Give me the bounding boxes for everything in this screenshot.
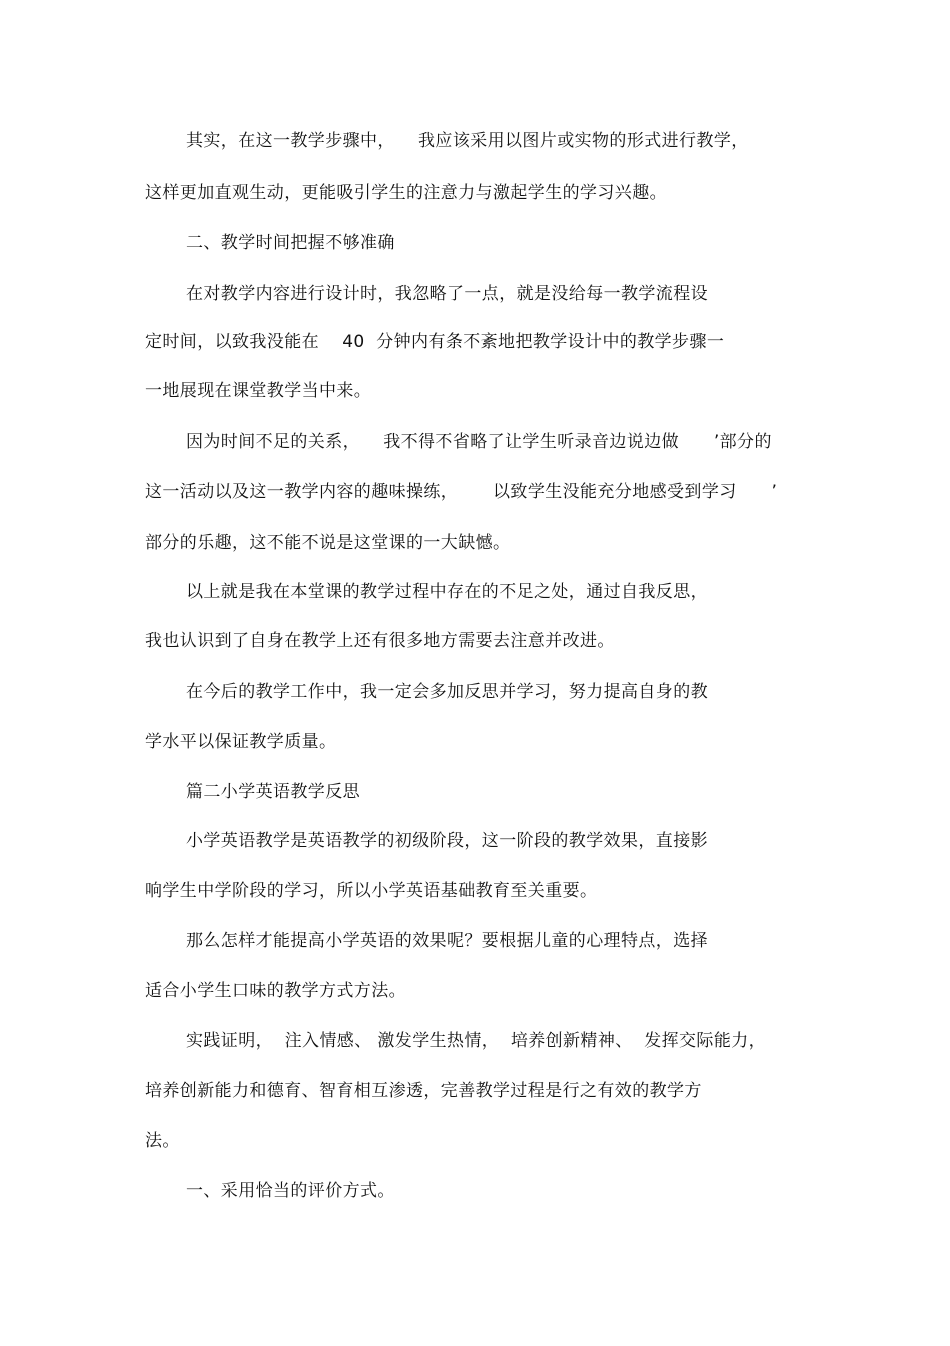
text-line: 因为时间不足的关系， 我不得不省略了让学生听录音边说边做 ’部分的 bbox=[186, 432, 772, 452]
text-line: 部分的乐趣，这不能不说是这堂课的一大缺憾。 bbox=[145, 533, 511, 553]
text-line: 学水平以保证教学质量。 bbox=[145, 732, 337, 752]
text-line: 在对教学内容进行设计时，我忽略了一点，就是没给每一教学流程设 bbox=[186, 284, 708, 304]
text-line: 这一活动以及这一教学内容的趣味操练， 以致学生没能充分地感受到学习 ’ bbox=[145, 482, 778, 502]
article-title: 篇二小学英语教学反思 bbox=[186, 782, 360, 802]
text-line: 在今后的教学工作中，我一定会多加反思并学习，努力提高自身的教 bbox=[186, 682, 708, 702]
text-line: 一地展现在课堂教学当中来。 bbox=[145, 381, 372, 401]
text-line: 这样更加直观生动，更能吸引学生的注意力与激起学生的学习兴趣。 bbox=[145, 183, 667, 203]
section-heading: 二、教学时间把握不够准确 bbox=[186, 233, 395, 253]
text-line: 培养创新能力和德育、智育相互渗透，完善教学过程是行之有效的教学方 bbox=[145, 1081, 702, 1101]
text-line: 适合小学生口味的教学方式方法。 bbox=[145, 981, 406, 1001]
text-line: 实践证明， 注入情感、 激发学生热情， 培养创新精神、 发挥交际能力， bbox=[186, 1031, 767, 1051]
text-line: 以上就是我在本堂课的教学过程中存在的不足之处，通过自我反思， bbox=[186, 582, 708, 602]
text-line: 其实，在这一教学步骤中， 我应该采用以图片或实物的形式进行教学， bbox=[186, 131, 749, 151]
text-line: 我也认识到了自身在教学上还有很多地方需要去注意并改进。 bbox=[145, 631, 615, 651]
text-line: 那么怎样才能提高小学英语的效果呢？要根据儿童的心理特点，选择 bbox=[186, 931, 708, 951]
text-line: 小学英语教学是英语教学的初级阶段，这一阶段的教学效果，直接影 bbox=[186, 831, 708, 851]
text-line: 法。 bbox=[145, 1131, 180, 1151]
text-line: 定时间，以致我没能在 40 分钟内有条不紊地把教学设计中的教学步骤一 bbox=[145, 332, 725, 352]
text-line: 响学生中学阶段的学习，所以小学英语基础教育至关重要。 bbox=[145, 881, 598, 901]
section-heading: 一、采用恰当的评价方式。 bbox=[186, 1181, 395, 1201]
